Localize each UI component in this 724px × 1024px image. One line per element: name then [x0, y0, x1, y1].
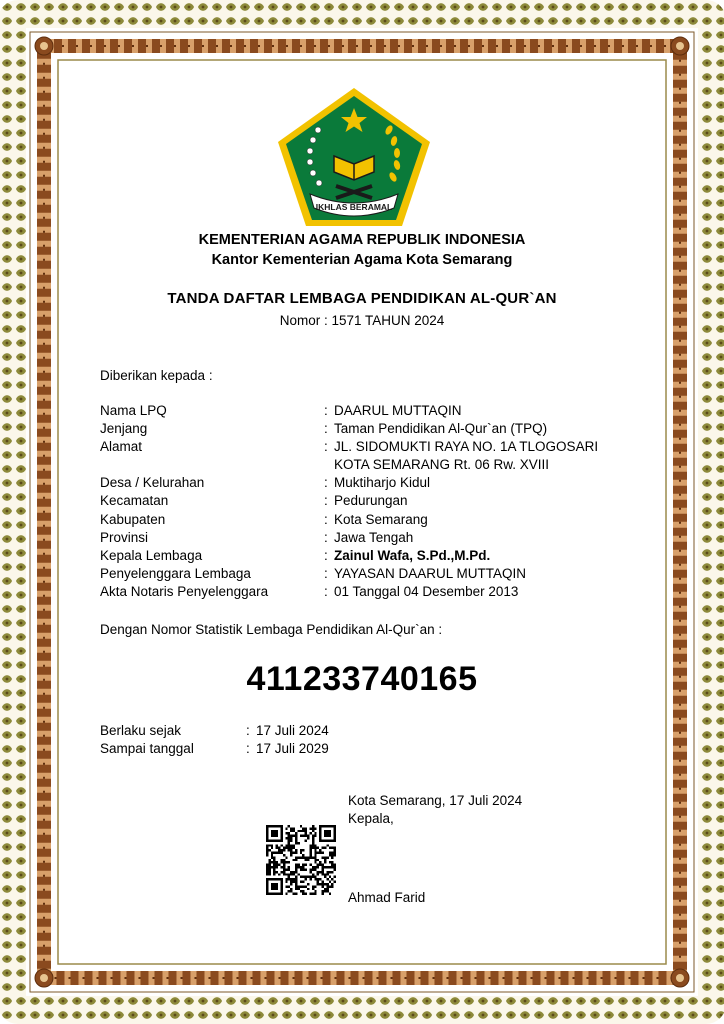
validity-row — [100, 740, 329, 758]
field-row — [100, 402, 598, 420]
field-colon: : — [324, 439, 328, 455]
field-row — [100, 456, 598, 474]
field-value: Zainul Wafa, S.Pd.,M.Pd. — [334, 547, 491, 563]
given-to-label: Diberikan kepada : — [100, 368, 213, 383]
field-colon: : — [246, 741, 250, 756]
certificate-number: Nomor : 1571 TAHUN 2024 — [279, 313, 445, 328]
field-label: Kabupaten — [100, 511, 166, 527]
field-row — [100, 511, 598, 529]
field-value: 01 Tanggal 04 Desember 2013 — [334, 583, 519, 599]
statistic-number: 411233740165 — [246, 660, 478, 698]
field-colon: : — [324, 421, 328, 437]
field-value: JL. SIDOMUKTI RAYA NO. 1A TLOGOSARI — [334, 439, 599, 455]
field-colon: : — [324, 511, 328, 527]
field-value: Muktiharjo Kidul — [334, 475, 431, 491]
field-label: Provinsi — [100, 529, 149, 545]
signature-place-date: Kota Semarang, 17 Juli 2024 — [348, 793, 523, 808]
field-colon: : — [324, 403, 328, 418]
field-colon: : — [324, 493, 328, 509]
valid-until-label: Sampai tanggal — [100, 741, 194, 756]
field-row — [100, 529, 598, 547]
field-value: DAARUL MUTTAQIN — [334, 403, 462, 418]
signature-role: Kepala, — [348, 811, 394, 826]
field-label: Nama LPQ — [100, 403, 167, 418]
certificate-title: TANDA DAFTAR LEMBAGA PENDIDIKAN AL-QUR`AN — [167, 290, 557, 307]
office-title: Kantor Kementerian Agama Kota Semarang — [211, 252, 513, 268]
field-row — [100, 420, 598, 438]
field-value: YAYASAN DAARUL MUTTAQIN — [334, 565, 527, 581]
institution-details — [100, 402, 598, 601]
field-row — [100, 565, 598, 583]
field-row — [100, 547, 598, 565]
field-row — [100, 438, 598, 456]
emblem-banner-text: IKHLAS BERAMAL — [315, 202, 393, 212]
field-label: Desa / Kelurahan — [100, 475, 205, 491]
field-label: Penyelenggara Lembaga — [100, 565, 251, 581]
field-colon: : — [324, 565, 328, 581]
field-value: Taman Pendidikan Al-Qur`an (TPQ) — [334, 421, 548, 437]
field-label: Alamat — [100, 439, 143, 455]
kemenag-emblem — [276, 86, 432, 228]
ministry-title: KEMENTERIAN AGAMA REPUBLIK INDONESIA — [198, 232, 526, 248]
field-label: Kecamatan — [100, 493, 169, 509]
field-label: Akta Notaris Penyelenggara — [100, 583, 269, 599]
field-colon: : — [324, 529, 328, 545]
field-value: Kota Semarang — [334, 511, 428, 527]
field-row — [100, 474, 598, 492]
field-row — [100, 583, 598, 601]
field-label: Jenjang — [100, 421, 148, 437]
qr-code — [266, 825, 336, 895]
field-value: Jawa Tengah — [334, 529, 414, 545]
statistic-label: Dengan Nomor Statistik Lembaga Pendidikan Al-Qur`an : — [100, 622, 443, 637]
valid-since-value: 17 Juli 2024 — [256, 723, 329, 738]
field-value: Pedurungan — [334, 493, 408, 509]
signatory-name: Ahmad Farid — [348, 890, 426, 905]
field-colon: : — [324, 547, 328, 563]
field-colon: : — [246, 723, 250, 738]
validity-row — [100, 722, 329, 740]
field-value-continued: KOTA SEMARANG Rt. 06 Rw. XVIII — [334, 457, 550, 473]
field-row — [100, 492, 598, 510]
valid-until-value: 17 Juli 2029 — [256, 741, 329, 756]
field-label: Kepala Lembaga — [100, 547, 203, 563]
field-colon: : — [324, 583, 328, 599]
validity-period — [100, 722, 329, 758]
field-colon: : — [324, 475, 328, 491]
valid-since-label: Berlaku sejak — [100, 723, 182, 738]
